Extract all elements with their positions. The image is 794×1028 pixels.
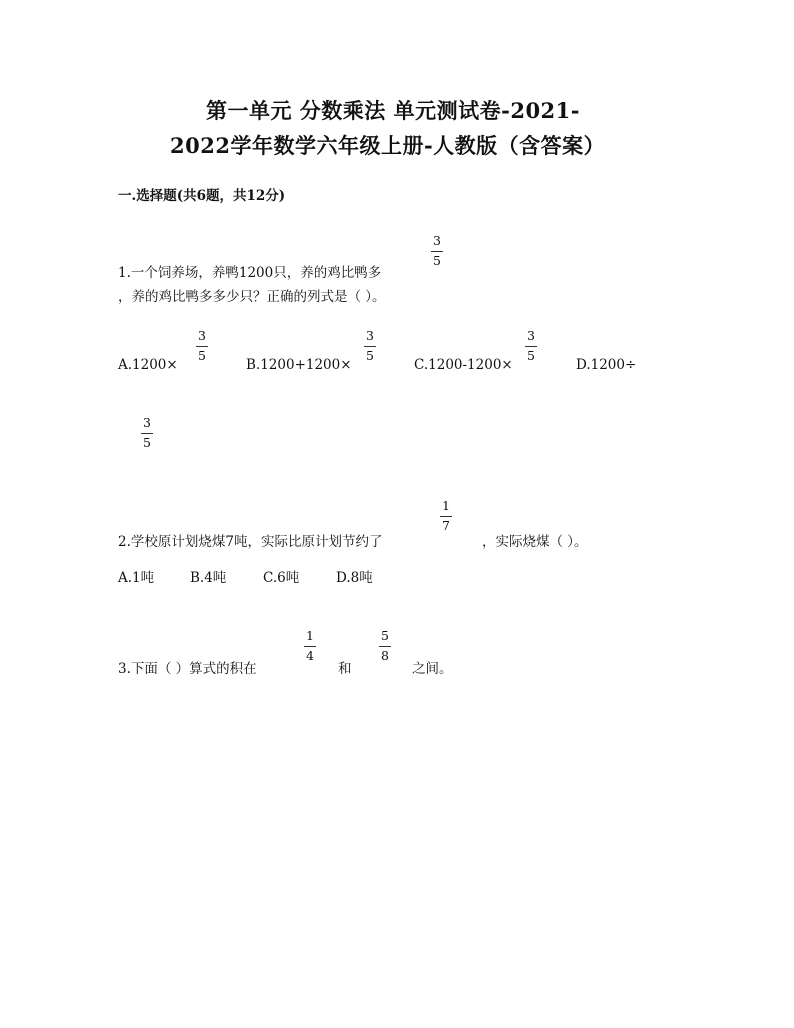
fraction-numerator: 3 — [527, 328, 535, 343]
q1-option-b: B.1200+1200× — [246, 357, 352, 373]
q2-fraction — [439, 500, 453, 532]
fraction-numerator: 5 — [381, 628, 389, 643]
title-line-1: 第一单元 分数乘法 单元测试卷-2021- — [206, 98, 580, 123]
fraction-denominator: 7 — [442, 517, 450, 533]
q2-option-b: B.4吨 — [190, 570, 227, 586]
q2-stem-part2: ，实际烧煤（ ）。 — [482, 534, 588, 550]
fraction-numerator: 1 — [306, 628, 314, 643]
q1-fraction-denominator: 5 — [433, 252, 441, 268]
fraction-denominator: 4 — [306, 647, 314, 663]
q1-option-d: D.1200÷ — [576, 357, 637, 373]
q1-stem-part2: ，养的鸡比鸭多多少只？正确的列式是（ ）。 — [118, 289, 386, 305]
q1-option-c: C.1200-1200× — [414, 357, 513, 373]
fraction-denominator: 8 — [381, 647, 389, 663]
q2-option-c: C.6吨 — [263, 570, 300, 586]
fraction-numerator: 3 — [198, 328, 206, 343]
q1-fraction — [430, 235, 444, 267]
q1-option-b-fraction — [363, 330, 377, 362]
fraction-denominator: 5 — [366, 347, 374, 363]
fraction-numerator: 3 — [143, 415, 151, 430]
q3-stem-part1: 3.下面（ ）算式的积在 — [118, 661, 257, 677]
section-heading: 一.选择题(共6题，共12分) — [118, 188, 286, 204]
q3-fraction-2 — [378, 630, 392, 662]
fraction-denominator: 5 — [527, 347, 535, 363]
q3-connector: 和 — [338, 661, 352, 677]
fraction-denominator: 5 — [198, 347, 206, 363]
q1-option-a: A.1200× — [118, 357, 178, 373]
q3-fraction-1 — [303, 630, 317, 662]
q1-option-d-fraction — [140, 417, 154, 449]
fraction-denominator: 5 — [143, 434, 151, 450]
q2-stem-part1: 2.学校原计划烧煤7吨，实际比原计划节约了 — [118, 534, 383, 550]
q3-stem-part2: 之间。 — [412, 661, 453, 677]
q2-option-a: A.1吨 — [118, 570, 155, 586]
title-line-2: 2022学年数学六年级上册-人教版（含答案） — [170, 133, 606, 158]
q1-option-a-fraction — [195, 330, 209, 362]
q2-option-d: D.8吨 — [336, 570, 373, 586]
q1-stem-part1: 1.一个饲养场，养鸭1200只，养的鸡比鸭多 — [118, 265, 382, 281]
fraction-numerator: 3 — [366, 328, 374, 343]
fraction-numerator: 1 — [442, 498, 450, 513]
q1-option-c-fraction — [524, 330, 538, 362]
q1-fraction-numerator: 3 — [433, 233, 441, 248]
